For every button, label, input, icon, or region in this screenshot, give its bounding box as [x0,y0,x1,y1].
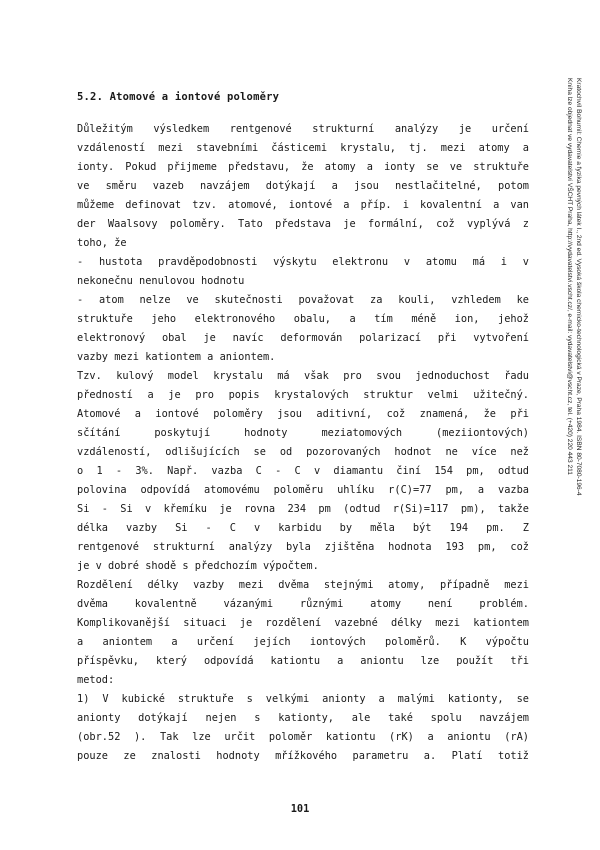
text-line: o 1 - 3%. Např. vazba C - C v diamantu činí 154 pm, odtud [77,465,529,477]
text-line: toho, že [77,237,127,249]
text-line: anionty dotýkají nejen s kationty, ale také spolu navzájem [77,712,529,724]
text-line: rentgenové strukturní analýzy byla zjištěna hodnota 193 pm, což [77,541,529,553]
text-line: Atomové a iontové poloměry jsou aditivní, což znamená, že při [77,408,529,420]
text-line: můžeme definovat tzv. atomové, iontové a příp. i kovalentní a van [77,199,529,211]
side-citation-line: Kniha lze objednat ve vydavatelství VŠCHT Praha, http://vydavatelstvi.vscht.cz/, e-mail: vydavatelstvi@vscht.cz, tel. (+420) 220 443 211 [566,78,573,475]
text-line: elektronový obal je navíc deformován polarizací při vytvoření [77,332,529,344]
text-line: - hustota pravděpodobnosti výskytu elektronu v atomu má i v [77,256,529,268]
text-line: sčítání poskytují hodnoty meziatomových (meziiontových) [77,427,529,439]
text-line: - atom nelze ve skutečnosti považovat za kouli, vzhledem ke [77,294,529,306]
text-line: struktuře jeho elektronového obalu, a tím méně ion, jehož [77,313,529,325]
side-citation-text [565,78,583,496]
text-line: předností a je pro popis krystalových struktur velmi užitečný. [77,389,529,401]
text-line: Si - Si v křemíku je rovna 234 pm (odtud r(Si)=117 pm), takže [77,503,529,515]
text-line: vzdáleností, odlišujících se od pozorovaných hodnot ne více než [77,446,529,458]
text-line: vazby mezi kationtem a aniontem. [77,351,276,363]
side-citation [535,78,595,638]
text-line: délka vazby Si - C v karbidu by měla být 194 pm. Z [77,522,529,534]
text-line: vzdáleností mezi stavebními částicemi krystalu, tj. mezi atomy a [77,142,529,154]
section-heading: 5.2. Atomové a iontové poloměry [77,91,280,103]
text-line: Rozdělení délky vazby mezi dvěma stejnými atomy, případně mezi [77,579,529,591]
text-line: příspěvku, který odpovídá kationtu a aniontu lze použít tři [77,655,529,667]
text-line: metod: [77,674,115,686]
page-number: 101 [290,803,310,815]
side-citation-line: Kratochvíl Bohumil: Chemie a fyzika pevných látek I., 2nd ed. Vysoká škola chemicko-technologická v Praze, Praha 1984. ISBN 80-7080-196-4 [575,78,582,496]
text-line: dvěma kovalentně vázanými různými atomy není problém. [77,598,529,610]
text-line: Důležitým výsledkem rentgenové strukturní analýzy je určení [77,123,529,135]
text-line: Tzv. kulový model krystalu má však pro svou jednoduchost řadu [77,370,529,382]
text-line: der Waalsovy poloměry. Tato představa je formální, což vyplývá z [77,218,529,230]
text-line: nekonečnu nenulovou hodnotu [77,275,245,287]
text-line: (obr.52 ). Tak lze určit poloměr kationtu (rK) a aniontu (rA) [77,731,529,743]
text-line: pouze ze znalosti hodnoty mřížkového parametru a. Platí totiž [77,750,529,762]
text-line: a aniontem a určení jejích iontových poloměrů. K výpočtu [77,636,529,648]
text-line: polovina odpovídá atomovému poloměru uhlíku r(C)=77 pm, a vazba [77,484,529,496]
text-line: je v dobré shodě s předchozím výpočtem. [77,560,319,572]
text-line: ve směru vazeb navzájem dotýkají a jsou nestlačitelné, potom [77,180,529,192]
text-line: Komplikovanější situaci je rozdělení vazebné délky mezi kationtem [77,617,529,629]
text-line: 1) V kubické struktuře s velkými anionty a malými kationty, se [77,693,529,705]
text-line: ionty. Pokud přijmeme představu, že atomy a ionty se ve struktuře [77,161,529,173]
